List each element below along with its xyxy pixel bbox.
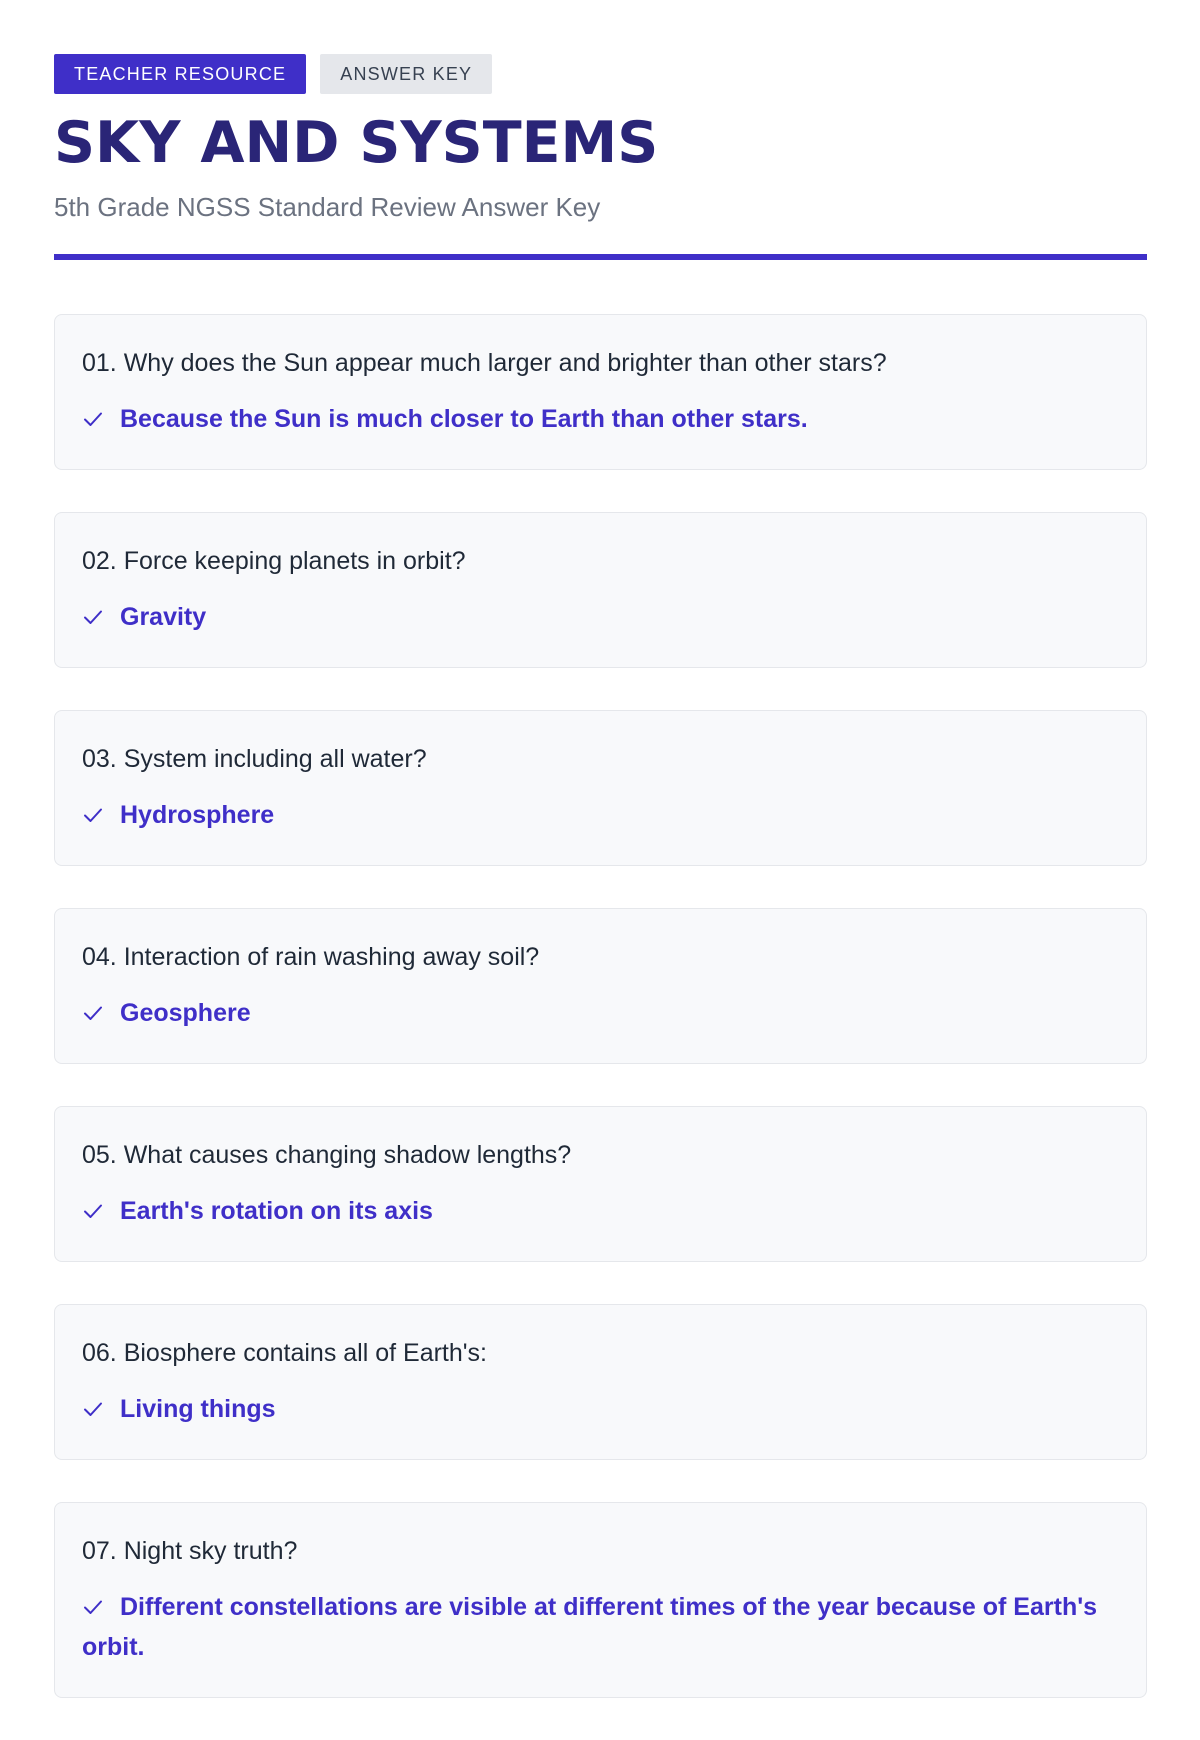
answer-text: Different constellations are visible at different times of the year because of Earth's orbit. <box>82 1593 1098 1661</box>
answer-text: Because the Sun is much closer to Earth than other stars. <box>120 405 808 433</box>
question-card <box>54 908 1147 1064</box>
answer-text: Hydrosphere <box>120 801 275 829</box>
question-card <box>54 1502 1147 1698</box>
answer-key-badge: ANSWER KEY <box>320 54 492 94</box>
answer-row <box>82 1389 1119 1429</box>
answer-text: Gravity <box>120 603 207 631</box>
answer-row <box>82 1587 1119 1667</box>
question-text: 04. Interaction of rain washing away soil? <box>82 943 540 971</box>
question-text: 05. What causes changing shadow lengths? <box>82 1141 572 1169</box>
badge-row <box>54 54 1147 94</box>
answer-key-page <box>54 54 1147 1740</box>
question-card <box>54 1304 1147 1460</box>
question-text: 07. Night sky truth? <box>82 1537 298 1565</box>
teacher-resource-badge: TEACHER RESOURCE <box>54 54 306 94</box>
checkmark-icon <box>82 1398 104 1420</box>
answer-row <box>82 399 1119 439</box>
checkmark-icon <box>82 1002 104 1024</box>
answer-row <box>82 993 1119 1033</box>
checkmark-icon <box>82 804 104 826</box>
answer-row <box>82 795 1119 835</box>
question-card <box>54 512 1147 668</box>
checkmark-icon <box>82 1596 104 1618</box>
header-divider <box>54 254 1147 260</box>
question-card <box>54 710 1147 866</box>
question-list <box>54 314 1147 1698</box>
question-text: 06. Biosphere contains all of Earth's: <box>82 1339 488 1367</box>
page-subtitle: 5th Grade NGSS Standard Review Answer Key <box>54 192 601 222</box>
answer-text: Living things <box>120 1395 276 1423</box>
question-card <box>54 314 1147 470</box>
question-text: 01. Why does the Sun appear much larger and brighter than other stars? <box>82 349 887 377</box>
checkmark-icon <box>82 408 104 430</box>
page-title: SKY AND SYSTEMS <box>54 110 659 176</box>
answer-text: Geosphere <box>120 999 251 1027</box>
question-text: 03. System including all water? <box>82 745 427 773</box>
answer-row <box>82 597 1119 637</box>
question-text: 02. Force keeping planets in orbit? <box>82 547 466 575</box>
checkmark-icon <box>82 1200 104 1222</box>
answer-text: Earth's rotation on its axis <box>120 1197 433 1225</box>
answer-row <box>82 1191 1119 1231</box>
checkmark-icon <box>82 606 104 628</box>
question-card <box>54 1106 1147 1262</box>
